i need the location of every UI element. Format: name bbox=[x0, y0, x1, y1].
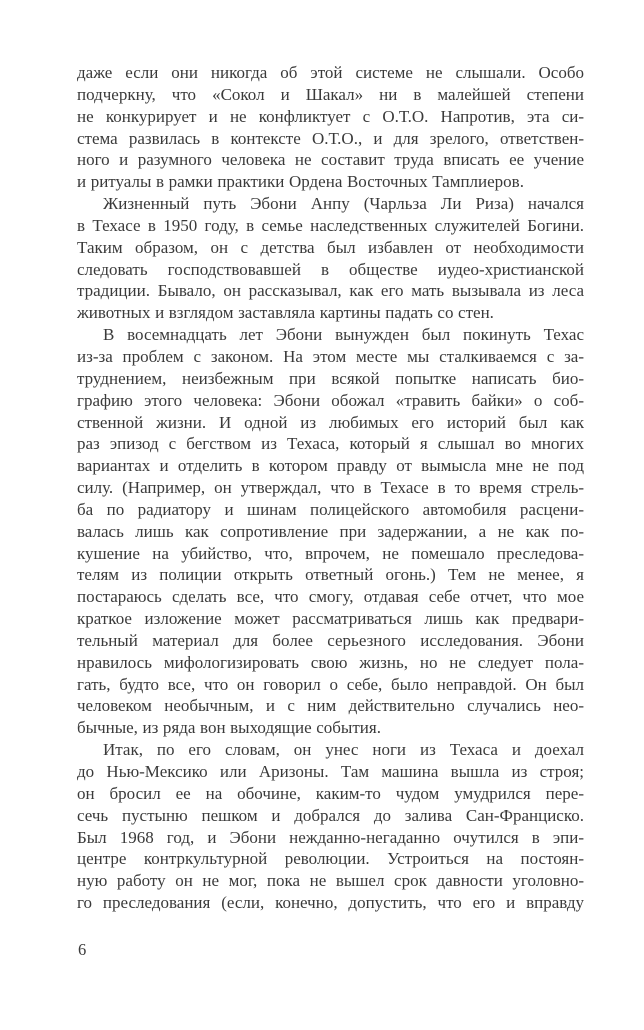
text-line: тельный материал для более серьезного исследования. Эбони bbox=[77, 630, 584, 650]
text-line: традиции. Бывало, он рассказывал, как его мать вызывала из леса bbox=[77, 281, 584, 301]
text-line: вариантах и отделить в котором правду от вымысла мне не под bbox=[77, 456, 584, 476]
paragraph bbox=[77, 62, 584, 193]
text-line: Был 1968 год, и Эбони нежданно-негаданно очутился в эпи- bbox=[77, 827, 584, 847]
text-line: Итак, по его словам, он унес ноги из Техаса и доехал bbox=[103, 740, 584, 760]
text-line: кушение на убийство, что, впрочем, не помешало преследова- bbox=[77, 543, 584, 563]
text-line: нравилось мифологизировать свою жизнь, но не следует пола- bbox=[77, 652, 584, 672]
text-line: постараюсь сделать все, что смогу, отдавая себе отчет, что мое bbox=[77, 587, 584, 607]
text-line: не конкурирует и не конфликтует с О.Т.О. Напротив, эта си- bbox=[77, 106, 584, 126]
text-line: труднением, неизбежным при всякой попытке написать био- bbox=[77, 368, 584, 388]
text-line: бычные, из ряда вон выходящие события. bbox=[77, 718, 381, 738]
text-line: валась лишь как сопротивление при задержании, а не как по- bbox=[77, 521, 584, 541]
text-line: подчеркну, что «Сокол и Шакал» ни в малейшей степени bbox=[77, 84, 584, 104]
paragraph bbox=[77, 324, 584, 739]
text-line: В восемнадцать лет Эбони вынужден был покинуть Техас bbox=[103, 325, 584, 345]
text-line: ственной жизни. И одной из любимых его историй был как bbox=[77, 412, 584, 432]
text-line: телям из полиции открыть ответный огонь.) Тем не менее, я bbox=[77, 565, 584, 585]
text-line: го преследования (если, конечно, допустить, что его и вправду bbox=[77, 893, 584, 913]
text-line: в Техасе в 1950 году, в семье наследственных служителей Богини. bbox=[77, 215, 584, 235]
text-line: животных и взглядом заставляла картины падать со стен. bbox=[77, 303, 494, 323]
text-line: Жизненный путь Эбони Анпу (Чарльза Ли Риза) начался bbox=[103, 194, 584, 214]
text-line: гать, будто все, что он говорил о себе, было неправдой. Он был bbox=[77, 674, 584, 694]
text-line: даже если они никогда об этой системе не слышали. Особо bbox=[77, 63, 584, 82]
paragraph bbox=[77, 739, 584, 914]
text-line: силу. (Например, он утверждал, что в Техасе в то время стрель- bbox=[77, 478, 584, 498]
text-line: ба по радиатору и шинам полицейского автомобиля расцени- bbox=[77, 499, 584, 519]
text-line: и ритуалы в рамки практики Ордена Восточных Тамплиеров. bbox=[77, 172, 524, 192]
text-line: следовать господствовавшей в обществе иудео-христианской bbox=[77, 259, 584, 279]
text-line: ную работу он не мог, пока не вышел срок давности уголовно- bbox=[77, 871, 584, 891]
text-line: раз эпизод с бегством из Техаса, который я слышал во многих bbox=[77, 434, 584, 454]
text-line: сечь пустыню пешком и добрался до залива Сан-Франциско. bbox=[77, 805, 584, 825]
text-line: графию этого человека: Эбони обожал «травить байки» о соб- bbox=[77, 390, 584, 410]
text-line: центре контркультурной революции. Устроиться на постоян- bbox=[77, 849, 584, 869]
page-number: 6 bbox=[78, 940, 87, 959]
text-line: до Нью-Мексико или Аризоны. Там машина вышла из строя; bbox=[77, 762, 584, 781]
text-line: ного и разумного человека не составит труда вписать ее учение bbox=[77, 150, 584, 170]
text-line: он бросил ее на обочине, каким-то чудом умудрился пере- bbox=[77, 783, 584, 803]
text-line: человеком необычным, и с ним действительно случались нео- bbox=[77, 696, 584, 716]
text-line: Таким образом, он с детства был избавлен от необходимости bbox=[77, 237, 584, 257]
paragraph bbox=[77, 193, 584, 324]
text-line: стема развилась в контексте О.Т.О., и для зрелого, ответствен- bbox=[77, 128, 584, 148]
text-line: краткое изложение может рассматриваться лишь как предвари- bbox=[77, 609, 584, 629]
text-block bbox=[77, 62, 584, 914]
text-line: из-за проблем с законом. На этом месте мы сталкиваемся с за- bbox=[77, 346, 584, 366]
